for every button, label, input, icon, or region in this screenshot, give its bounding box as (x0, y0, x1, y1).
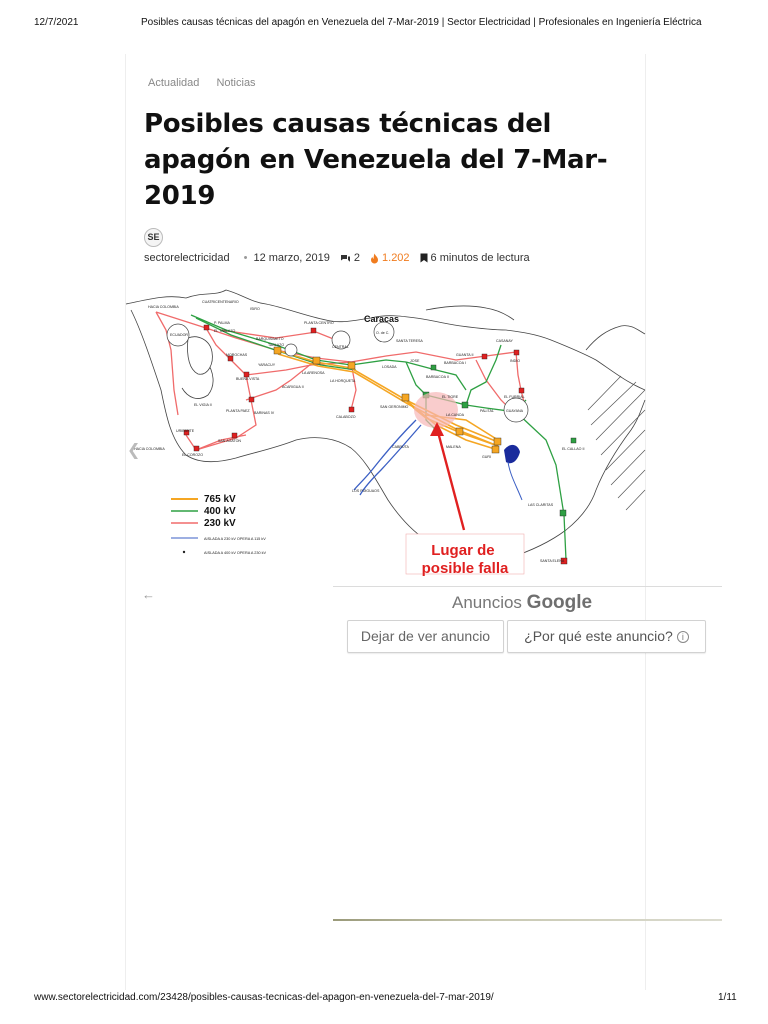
comments-count-value: 2 (353, 252, 361, 264)
map-label-la-horqueta: LA HORQUETA (330, 379, 356, 383)
legend-230-kv: 230 kV (204, 518, 236, 529)
map-label-calabozo: CALABOZO (336, 415, 356, 419)
ad-label-text: Anuncios (452, 593, 522, 612)
map-label-acarigua: ACARIGUA II (282, 385, 304, 389)
map-label-hacia-colombia: HACIA COLOMBIA (148, 305, 179, 309)
map-label-losada: LOSADA (382, 365, 397, 369)
stop-seeing-ad-button[interactable]: Dejar de ver anuncio (347, 620, 504, 653)
print-page-number: 1/11 (718, 992, 737, 1003)
breadcrumb (148, 77, 270, 89)
map-label-barquisimeto: BARQUISIMETO (256, 337, 284, 341)
legend-swatch-aislada-400 (183, 551, 185, 553)
map-label-las-claritas: LAS CLARITAS (528, 503, 554, 507)
meta-separator: • (243, 252, 248, 264)
map-label-casanay: CASANAY (496, 339, 513, 343)
comments-count[interactable] (340, 252, 360, 264)
map-label-el-furrial: EL FURRIAL (504, 395, 525, 399)
fault-callout-text (422, 542, 509, 577)
map-label-san-agaton: SAN AGATON (218, 439, 242, 443)
map-label-el-tablazo: EL TABLAZO (214, 329, 236, 333)
map-label-planta-paez: PLANTA PAEZ (226, 409, 250, 413)
map-label-el-corozo: EL COROZO (182, 453, 204, 457)
fault-callout-line-2: posible falla (421, 560, 509, 577)
map-label-buena-vista: BUENA VISTA (236, 377, 260, 381)
map-legend (171, 494, 267, 555)
map-label-el-callao: EL CALLAO II (562, 447, 585, 451)
ad-label (452, 592, 592, 614)
author-link[interactable]: sectorelectricidad (144, 252, 230, 264)
map-label-uribante: URIBANTE (176, 429, 195, 433)
legend-765-kv: 765 kV (204, 494, 236, 505)
avatar-initials: SE (147, 232, 160, 242)
map-label-o-de-c: O. de C. (376, 331, 390, 335)
map-label-cabruta: CABRUTA (392, 445, 409, 449)
map-label-el-tigre: EL TIGRE (442, 395, 459, 399)
map-label-indio: INDIO (510, 359, 520, 363)
map-label-el-vigia: EL VIGIA II (194, 403, 212, 407)
map-label-caracas: Caracas (364, 314, 400, 324)
map-label-ecuador: ECUADOR (170, 333, 188, 337)
venezuela-grid-map (126, 290, 645, 577)
category-link-actualidad[interactable]: Actualidad (148, 77, 200, 89)
legend-aislada-400: AISLADA A 400 kV OPERA A 230 kV (204, 551, 267, 555)
map-label-guayana: GUAYANA (506, 409, 524, 413)
views-count-value: 1.202 (382, 252, 410, 264)
google-logo: Google (526, 592, 593, 613)
map-label-guanta: GUANTA II (456, 353, 474, 357)
print-url: www.sectorelectricidad.com/23428/posibles-causas-tecnicas-del-apagon-en-venezuela-del-7-mar-2019/ (34, 992, 494, 1003)
bookmark-icon (420, 253, 428, 263)
map-label-tablazo: TABLAZO (268, 343, 285, 347)
back-arrow-icon[interactable]: ← (142, 587, 155, 602)
legend-aislada-230: AISLADA A 230 kV OPERA A 115 kV (204, 537, 266, 541)
map-label-hacia-colombia-2: HACIA COLOMBIA (134, 447, 165, 451)
image-prev-arrow[interactable]: ❮ (127, 442, 141, 459)
map-label-p-palma: P. PALMA (214, 321, 230, 325)
fire-icon (370, 253, 379, 264)
article-meta (144, 252, 530, 264)
map-label-central: CENTRAL (332, 345, 349, 349)
map-label-malena: MALENA (446, 445, 461, 449)
map-label-barinas: BARINAS IV (254, 411, 275, 415)
ad-divider-top (333, 586, 722, 587)
map-label-la-canoa: LA CANOA (446, 413, 464, 417)
fault-callout-line-1: Lugar de (431, 542, 495, 559)
comments-icon (340, 254, 351, 263)
map-label-los-pijiguaos: LOS PIJIGUAOS (352, 489, 380, 493)
map-label-yaracuy: YARACUY (258, 363, 276, 367)
map-label-la-arenosa: LA ARENOSA (302, 371, 325, 375)
reading-time (420, 252, 530, 264)
reading-time-value: 6 minutos de lectura (430, 252, 530, 264)
map-label-cuatricentenario: CUATRICENTENARIO (202, 300, 239, 304)
publish-date: 12 marzo, 2019 (253, 252, 330, 264)
print-date: 12/7/2021 (34, 17, 79, 28)
map-label-san-geronimo: SAN GERONIMO (380, 405, 409, 409)
map-label-guri: GURI (482, 455, 491, 459)
map-label-planta-centro: PLANTA CENTRO (304, 321, 334, 325)
map-label-isiro: ISIRO (250, 307, 260, 311)
avatar[interactable] (144, 228, 163, 247)
map-label-barbacoa2: BARBACOA II (426, 375, 449, 379)
map-label-barbacoa: BARBACOA I (444, 361, 466, 365)
why-this-ad-label: ¿Por qué este anuncio? (524, 628, 673, 644)
map-label-santa-elena: SANTA ELENA (540, 559, 565, 563)
map-label-santa-teresa: SANTA TERESA (396, 339, 423, 343)
category-link-noticias[interactable]: Noticias (216, 77, 256, 89)
why-this-ad-button[interactable] (507, 620, 706, 653)
print-header (0, 17, 768, 31)
map-label-morochas: MOROCHAS (226, 353, 248, 357)
grid-map-image[interactable] (126, 290, 645, 577)
legend-400-kv: 400 kV (204, 506, 236, 517)
map-label-palital: PALITAL (480, 409, 494, 413)
ad-divider-bottom (333, 919, 722, 921)
print-page-title: Posibles causas técnicas del apagón en Venezuela del 7-Mar-2019 | Sector Electricidad | Profesionales en Ingeniería Eléctrica (141, 17, 702, 28)
info-icon: i (677, 631, 689, 643)
views-count (370, 252, 410, 264)
map-label-jose: JOSE (410, 359, 420, 363)
article-title: Posibles causas técnicas del apagón en Venezuela del 7-Mar-2019 (144, 109, 608, 211)
